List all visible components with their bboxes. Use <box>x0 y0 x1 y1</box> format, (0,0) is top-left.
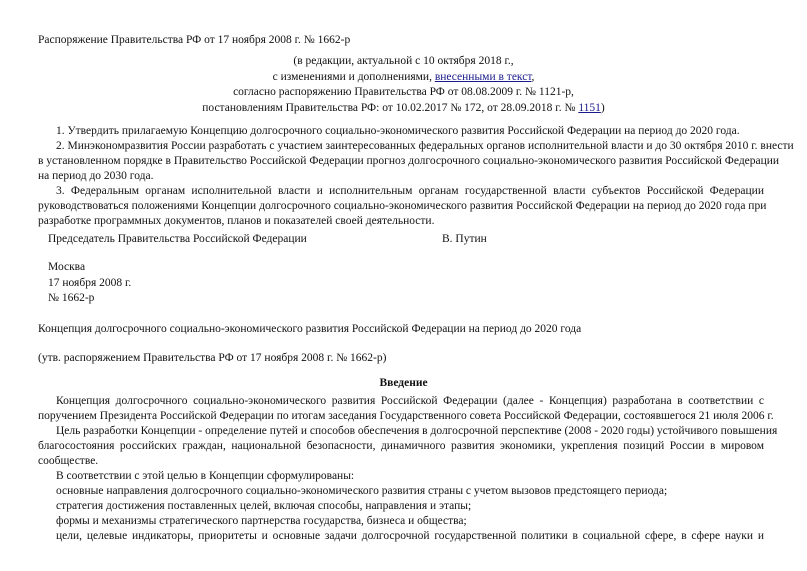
edition-line-2-prefix: с изменениями и дополнениями, <box>272 70 435 83</box>
signature-name: В. Путин <box>442 233 487 245</box>
approved-note: (утв. распоряжением Правительства РФ от 17 ноября 2008 г. № 1662-р) <box>38 352 387 364</box>
place-number: № 1662-р <box>48 292 95 304</box>
edition-note <box>0 54 807 116</box>
item-2-line-2: в установленном порядке в Правительство Российской Федерации прогноз долгосрочного социально-экономического развития Российской Федерации <box>38 155 780 167</box>
concept-title: Концепция долгосрочного социально-экономического развития Российской Федерации на период до 2020 года <box>38 323 582 335</box>
intro-5-line-1: стратегия достижения поставленных целей, включая способы, направления и этапы; <box>56 500 472 512</box>
edition-line-3: согласно распоряжению Правительства РФ от 08.08.2009 г. № 1121-р, <box>233 86 574 98</box>
section-heading: Введение <box>379 377 428 389</box>
intro-1-line-1: Концепция долгосрочного социально-экономического развития Российской Федерации (далее - Концепция) разработана в соответствии с <box>56 395 764 407</box>
edition-line-2-suffix: , <box>531 70 535 83</box>
item-3-line-3: разработке программных документов, планов и показателей своей деятельности. <box>38 215 435 227</box>
place-date-block <box>48 260 131 307</box>
item-3-line-2: руководствоваться положениями Концепции долгосрочного социально-экономического развития Российской Федерации на период до 2020 года при <box>38 200 767 212</box>
intro-4-line-1: основные направления долгосрочного социально-экономического развития страны с учетом вызовов предстоящего периода; <box>56 485 668 497</box>
signature-position: Председатель Правительства Российской Федерации <box>48 233 307 245</box>
edition-line-1: (в редакции, актуальной с 10 октября 2018 г., <box>293 55 514 67</box>
intro-3-line-1: В соответствии с этой целью в Концепции сформулированы: <box>56 470 355 482</box>
item-2-line-3: на период до 2030 года. <box>38 170 154 182</box>
amendments-link[interactable]: внесенными в текст <box>434 70 532 83</box>
place-date: 17 ноября 2008 г. <box>48 276 132 289</box>
resolution-1151-link[interactable]: 1151 <box>578 101 601 114</box>
intro-7-line-1: цели, целевые индикаторы, приоритеты и основные задачи долгосрочной государственной политики в социальной сфере, в сфере науки и <box>56 530 764 542</box>
edition-line-4-prefix: постановлениям Правительства РФ: от 10.02.2017 № 172, от 28.09.2018 г. № <box>202 101 579 114</box>
item-1-line-1: 1. Утвердить прилагаемую Концепцию долгосрочного социально-экономического развития Российской Федерации на период до 2020 года. <box>56 125 740 137</box>
intro-2-line-3: сообществе. <box>38 455 99 467</box>
intro-2-line-1: Цель разработки Концепции - определение путей и способов обеспечения в долгосрочной перспективе (2008 - 2020 годы) устойчивого повышения <box>56 425 778 437</box>
intro-2-line-2: благосостояния российских граждан, национальной безопасности, динамичного развития экономики, укрепления позиций России в мировом <box>38 440 764 452</box>
intro-6-line-1: формы и механизмы стратегического партнерства государства, бизнеса и общества; <box>56 515 467 527</box>
place-city: Москва <box>48 261 86 273</box>
item-3-line-1: 3. Федеральным органам исполнительной власти и исполнительным органам государственной власти субъектов Российской Федерации <box>56 185 764 197</box>
edition-line-4 <box>0 101 807 117</box>
edition-line-4-suffix: ) <box>600 101 605 114</box>
document-title: Распоряжение Правительства РФ от 17 ноября 2008 г. № 1662-р <box>38 34 351 46</box>
item-2-line-1: 2. Минэкономразвития России разработать с участием заинтересованных федеральных органов исполнительной власти и до 30 октября 2010 г. внести <box>56 140 794 152</box>
edition-line-2 <box>0 70 807 86</box>
intro-1-line-2: поручением Президента Российской Федерации по итогам заседания Государственного совета Российской Федерации, состоявшегося 21 июля 2006 г. <box>38 410 774 422</box>
